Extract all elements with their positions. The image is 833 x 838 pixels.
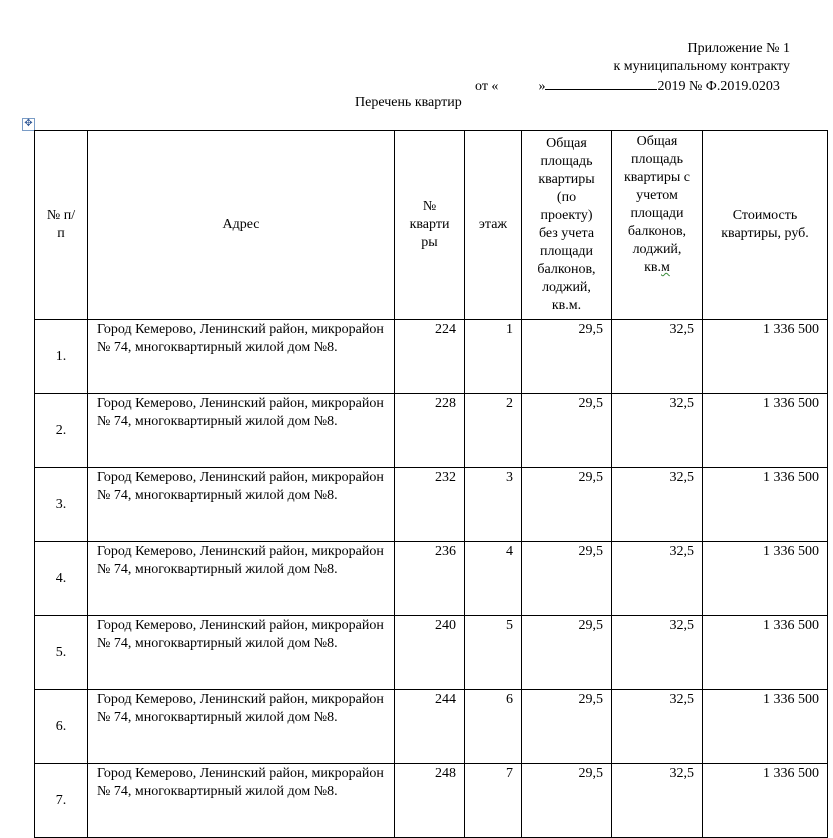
row-address: Город Кемерово, Ленинский район, микрорайон № 74, многоквартирный жилой дом №8.: [88, 542, 395, 616]
row-cost: 1 336 500: [703, 394, 828, 468]
row-area-project: 29,5: [522, 320, 612, 394]
table-row: [35, 764, 828, 838]
contract-reference: к муниципальному контракту: [613, 59, 790, 74]
row-cost: 1 336 500: [703, 616, 828, 690]
row-apt: 240: [395, 616, 465, 690]
row-cost: 1 336 500: [703, 542, 828, 616]
row-area-balcony: 32,5: [612, 764, 703, 838]
date-mid: »: [538, 79, 546, 94]
table-row: [35, 468, 828, 542]
row-apt: 232: [395, 468, 465, 542]
header-floor: этаж: [465, 131, 522, 320]
row-area-balcony: 32,5: [612, 320, 703, 394]
header-area-project: Общая площадь квартиры (по проекту) без учета площади балконов, лоджий, кв.м.: [522, 131, 612, 320]
row-apt: 236: [395, 542, 465, 616]
row-apt: 224: [395, 320, 465, 394]
header-num: № п/п: [35, 131, 88, 320]
row-address: Город Кемерово, Ленинский район, микрорайон № 74, многоквартирный жилой дом №8.: [88, 320, 395, 394]
header-area-balcony-text: Общая площадь квартиры с учетом площади балконов, лоджий, кв.: [624, 134, 690, 275]
row-num: 2.: [35, 394, 88, 468]
row-num: 3.: [35, 468, 88, 542]
row-area-balcony: 32,5: [612, 690, 703, 764]
apartments-table: [34, 130, 828, 838]
row-address: Город Кемерово, Ленинский район, микрорайон № 74, многоквартирный жилой дом №8.: [88, 394, 395, 468]
document-title: Перечень квартир: [355, 95, 462, 110]
table-move-handle-icon[interactable]: ✥: [22, 118, 35, 131]
month-blank[interactable]: [545, 76, 657, 90]
row-num: 7.: [35, 764, 88, 838]
row-area-project: 29,5: [522, 542, 612, 616]
row-area-project: 29,5: [522, 764, 612, 838]
row-floor: 6: [465, 690, 522, 764]
row-num: 5.: [35, 616, 88, 690]
row-address: Город Кемерово, Ленинский район, микрорайон № 74, многоквартирный жилой дом №8.: [88, 468, 395, 542]
header-address: Адрес: [88, 131, 395, 320]
table-header-row: [35, 131, 828, 320]
date-prefix: от «: [475, 79, 499, 94]
row-cost: 1 336 500: [703, 764, 828, 838]
row-cost: 1 336 500: [703, 690, 828, 764]
row-area-project: 29,5: [522, 394, 612, 468]
row-floor: 1: [465, 320, 522, 394]
row-area-balcony: 32,5: [612, 394, 703, 468]
table-row: [35, 542, 828, 616]
row-floor: 2: [465, 394, 522, 468]
row-address: Город Кемерово, Ленинский район, микрорайон № 74, многоквартирный жилой дом №8.: [88, 764, 395, 838]
header-area-balcony-unit: м: [661, 260, 670, 275]
header-apt: № кварти ры: [395, 131, 465, 320]
row-floor: 5: [465, 616, 522, 690]
row-num: 4.: [35, 542, 88, 616]
header-cost: Стоимость квартиры, руб.: [703, 131, 828, 320]
row-floor: 7: [465, 764, 522, 838]
row-area-balcony: 32,5: [612, 616, 703, 690]
row-area-balcony: 32,5: [612, 542, 703, 616]
row-apt: 228: [395, 394, 465, 468]
row-area-project: 29,5: [522, 616, 612, 690]
row-cost: 1 336 500: [703, 320, 828, 394]
row-num: 1.: [35, 320, 88, 394]
date-suffix: 2019 № Ф.2019.0203: [657, 79, 780, 94]
row-address: Город Кемерово, Ленинский район, микрорайон № 74, многоквартирный жилой дом №8.: [88, 690, 395, 764]
row-apt: 248: [395, 764, 465, 838]
row-floor: 4: [465, 542, 522, 616]
row-num: 6.: [35, 690, 88, 764]
row-area-project: 29,5: [522, 468, 612, 542]
appendix-title: Приложение № 1: [687, 41, 790, 56]
header-area-balcony: [612, 131, 703, 320]
row-floor: 3: [465, 468, 522, 542]
table-row: [35, 690, 828, 764]
table-row: [35, 616, 828, 690]
row-apt: 244: [395, 690, 465, 764]
row-area-balcony: 32,5: [612, 468, 703, 542]
table-row: [35, 394, 828, 468]
row-area-project: 29,5: [522, 690, 612, 764]
row-address: Город Кемерово, Ленинский район, микрорайон № 74, многоквартирный жилой дом №8.: [88, 616, 395, 690]
table-row: [35, 320, 828, 394]
contract-date-line: [475, 76, 780, 96]
row-cost: 1 336 500: [703, 468, 828, 542]
